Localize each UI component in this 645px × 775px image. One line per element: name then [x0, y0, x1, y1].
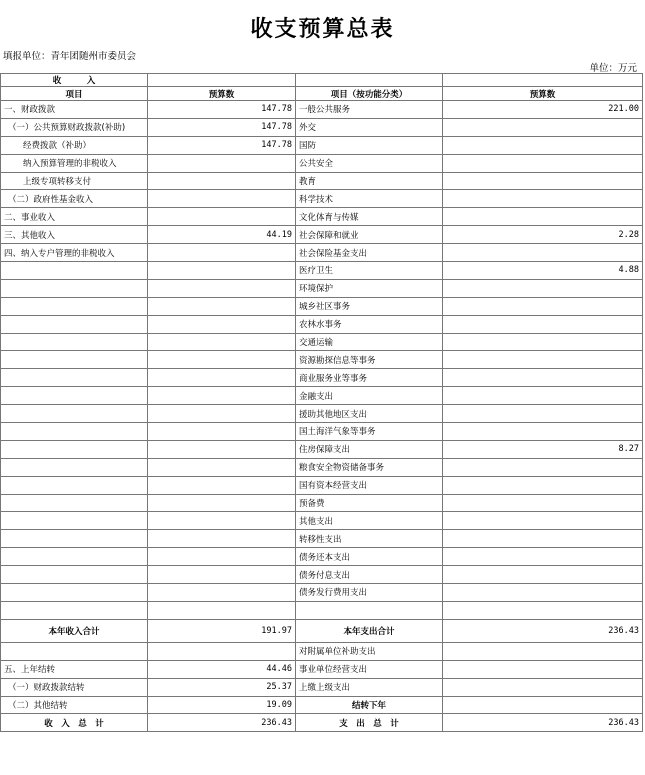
income-item [1, 494, 148, 512]
expense-value [443, 660, 643, 678]
expense-value [443, 405, 643, 423]
expense-item: 科学技术 [296, 190, 443, 208]
income-value [148, 315, 296, 333]
income-item [1, 369, 148, 387]
income-item [1, 566, 148, 584]
filler-unit: 填报单位：青年团随州市委员会 [3, 51, 137, 62]
income-item [1, 512, 148, 530]
expense-value [443, 333, 643, 351]
expense-item: 国有资本经营支出 [296, 476, 443, 494]
income-value: 147.78 [148, 136, 296, 154]
income-value: 25.37 [148, 678, 296, 696]
income-item [1, 476, 148, 494]
budget-table [0, 73, 643, 732]
income-item: 四、纳入专户管理的非税收入 [1, 244, 148, 262]
income-value: 147.78 [148, 118, 296, 136]
expense-value [443, 494, 643, 512]
income-grand-label: 收 入 总 计 [1, 714, 148, 732]
expense-item: 其他支出 [296, 512, 443, 530]
col-header-item: 项目 [1, 87, 148, 101]
totals-row [1, 619, 643, 642]
expense-value [443, 136, 643, 154]
expense-item: 外交 [296, 118, 443, 136]
expense-item: 债务发行费用支出 [296, 584, 443, 602]
header-group-row [1, 74, 643, 87]
col-header-exp-item: 项目（按功能分类） [296, 87, 443, 101]
expense-item: 城乡社区事务 [296, 297, 443, 315]
expense-grand-label: 支 出 总 计 [296, 714, 443, 732]
income-value [148, 279, 296, 297]
income-value [148, 333, 296, 351]
expense-value [443, 369, 643, 387]
table-row [1, 566, 643, 584]
expense-value: 4.88 [443, 262, 643, 280]
header-spacer [443, 74, 643, 87]
expense-value [443, 172, 643, 190]
table-row [1, 369, 643, 387]
income-value [148, 351, 296, 369]
table-row [1, 172, 643, 190]
expense-value [443, 678, 643, 696]
income-item [1, 548, 148, 566]
income-value [148, 154, 296, 172]
income-value [148, 566, 296, 584]
table-row [1, 494, 643, 512]
header-spacer [148, 74, 296, 87]
income-item: 纳入预算管理的非税收入 [1, 154, 148, 172]
expense-item: 事业单位经营支出 [296, 660, 443, 678]
expense-item: 债务还本支出 [296, 548, 443, 566]
expense-value [443, 601, 643, 619]
expense-value [443, 208, 643, 226]
expense-value [443, 351, 643, 369]
expense-value [443, 530, 643, 548]
income-item [1, 458, 148, 476]
expense-item: 住房保障支出 [296, 440, 443, 458]
income-item: （一）公共预算财政拨款(补助) [1, 118, 148, 136]
income-item [1, 423, 148, 441]
income-value [148, 476, 296, 494]
income-value [148, 458, 296, 476]
col-header-budget: 预算数 [148, 87, 296, 101]
table-row [1, 208, 643, 226]
expense-value: 8.27 [443, 440, 643, 458]
income-item: 五、上年结转 [1, 660, 148, 678]
table-row [1, 279, 643, 297]
income-value [148, 440, 296, 458]
income-item [1, 584, 148, 602]
expense-value [443, 154, 643, 172]
expense-item: 社会保险基金支出 [296, 244, 443, 262]
income-value [148, 584, 296, 602]
table-row [1, 244, 643, 262]
income-item: 经费拨款（补助） [1, 136, 148, 154]
income-item: 一、财政拨款 [1, 101, 148, 119]
income-item: 二、事业收入 [1, 208, 148, 226]
income-value [148, 297, 296, 315]
expense-value [443, 548, 643, 566]
expense-value [443, 566, 643, 584]
income-item: （一）财政拨款结转 [1, 678, 148, 696]
expense-value [443, 118, 643, 136]
expense-value: 221.00 [443, 101, 643, 119]
expense-value [443, 387, 643, 405]
income-total-label: 本年收入合计 [1, 619, 148, 642]
income-value [148, 423, 296, 441]
expense-value [443, 458, 643, 476]
expense-value [443, 279, 643, 297]
income-item [1, 405, 148, 423]
income-item: （二）其他结转 [1, 696, 148, 714]
table-row [1, 530, 643, 548]
income-item [1, 351, 148, 369]
income-value [148, 262, 296, 280]
income-value [148, 172, 296, 190]
table-row [1, 660, 643, 678]
expense-item: 医疗卫生 [296, 262, 443, 280]
table-row [1, 584, 643, 602]
income-item: 上级专项转移支付 [1, 172, 148, 190]
table-row [1, 423, 643, 441]
income-item [1, 642, 148, 660]
table-row [1, 387, 643, 405]
expense-item: 公共安全 [296, 154, 443, 172]
income-value [148, 530, 296, 548]
expense-value [443, 315, 643, 333]
table-row [1, 315, 643, 333]
income-item [1, 387, 148, 405]
income-item [1, 315, 148, 333]
table-row [1, 405, 643, 423]
expense-value [443, 476, 643, 494]
income-value [148, 190, 296, 208]
income-value [148, 512, 296, 530]
grand-total-row [1, 714, 643, 732]
income-value: 19.09 [148, 696, 296, 714]
expense-value [443, 584, 643, 602]
income-value [148, 369, 296, 387]
income-value [148, 405, 296, 423]
income-value [148, 642, 296, 660]
expense-item: 资源勘探信息等事务 [296, 351, 443, 369]
income-item: 三、其他收入 [1, 226, 148, 244]
expense-value [443, 423, 643, 441]
header-row [1, 87, 643, 101]
table-row [1, 118, 643, 136]
income-item [1, 530, 148, 548]
table-row [1, 601, 643, 619]
expense-value [443, 642, 643, 660]
income-item [1, 601, 148, 619]
table-row [1, 190, 643, 208]
expense-item: 教育 [296, 172, 443, 190]
table-row [1, 512, 643, 530]
income-value [148, 548, 296, 566]
expense-item: 环境保护 [296, 279, 443, 297]
income-value: 44.19 [148, 226, 296, 244]
table-row [1, 476, 643, 494]
expense-item [296, 601, 443, 619]
income-item [1, 262, 148, 280]
income-grand-value: 236.43 [148, 714, 296, 732]
table-row [1, 642, 643, 660]
income-item [1, 440, 148, 458]
expense-item: 社会保障和就业 [296, 226, 443, 244]
income-value [148, 244, 296, 262]
expense-item: 债务付息支出 [296, 566, 443, 584]
expense-total-label: 本年支出合计 [296, 619, 443, 642]
table-row [1, 297, 643, 315]
income-item [1, 333, 148, 351]
income-value: 147.78 [148, 101, 296, 119]
expense-item: 转移性支出 [296, 530, 443, 548]
expense-item: 粮食安全物资储备事务 [296, 458, 443, 476]
table-row [1, 101, 643, 119]
income-item [1, 279, 148, 297]
table-row [1, 333, 643, 351]
table-row [1, 678, 643, 696]
expense-value [443, 244, 643, 262]
table-row [1, 226, 643, 244]
income-value: 44.46 [148, 660, 296, 678]
expense-item: 国土海洋气象等事务 [296, 423, 443, 441]
currency-unit: 单位：万元 [589, 63, 637, 74]
expense-item: 国防 [296, 136, 443, 154]
income-value [148, 601, 296, 619]
expense-value [443, 696, 643, 714]
expense-grand-value: 236.43 [443, 714, 643, 732]
expense-value [443, 190, 643, 208]
table-row [1, 136, 643, 154]
expense-value [443, 512, 643, 530]
table-row [1, 440, 643, 458]
income-group-header: 收 入 [1, 74, 148, 87]
table-row [1, 154, 643, 172]
expense-item: 援助其他地区支出 [296, 405, 443, 423]
income-value [148, 208, 296, 226]
income-value [148, 387, 296, 405]
table-row [1, 351, 643, 369]
expense-item: 农林水事务 [296, 315, 443, 333]
expense-item: 文化体育与传媒 [296, 208, 443, 226]
page-title: 收支预算总表 [250, 16, 395, 42]
table-row [1, 548, 643, 566]
col-header-exp-budget: 预算数 [443, 87, 643, 101]
expense-total-value: 236.43 [443, 619, 643, 642]
income-value [148, 494, 296, 512]
expense-item: 上缴上级支出 [296, 678, 443, 696]
income-total-value: 191.97 [148, 619, 296, 642]
table-row [1, 696, 643, 714]
expense-item: 一般公共服务 [296, 101, 443, 119]
expense-value: 2.28 [443, 226, 643, 244]
table-row [1, 458, 643, 476]
expense-item: 结转下年 [296, 696, 443, 714]
income-item: （二）政府性基金收入 [1, 190, 148, 208]
income-item [1, 297, 148, 315]
table-row [1, 262, 643, 280]
expense-item: 商业服务业等事务 [296, 369, 443, 387]
expense-item: 对附属单位补助支出 [296, 642, 443, 660]
expense-item: 金融支出 [296, 387, 443, 405]
expense-item: 预备费 [296, 494, 443, 512]
header-spacer [296, 74, 443, 87]
expense-item: 交通运输 [296, 333, 443, 351]
expense-value [443, 297, 643, 315]
